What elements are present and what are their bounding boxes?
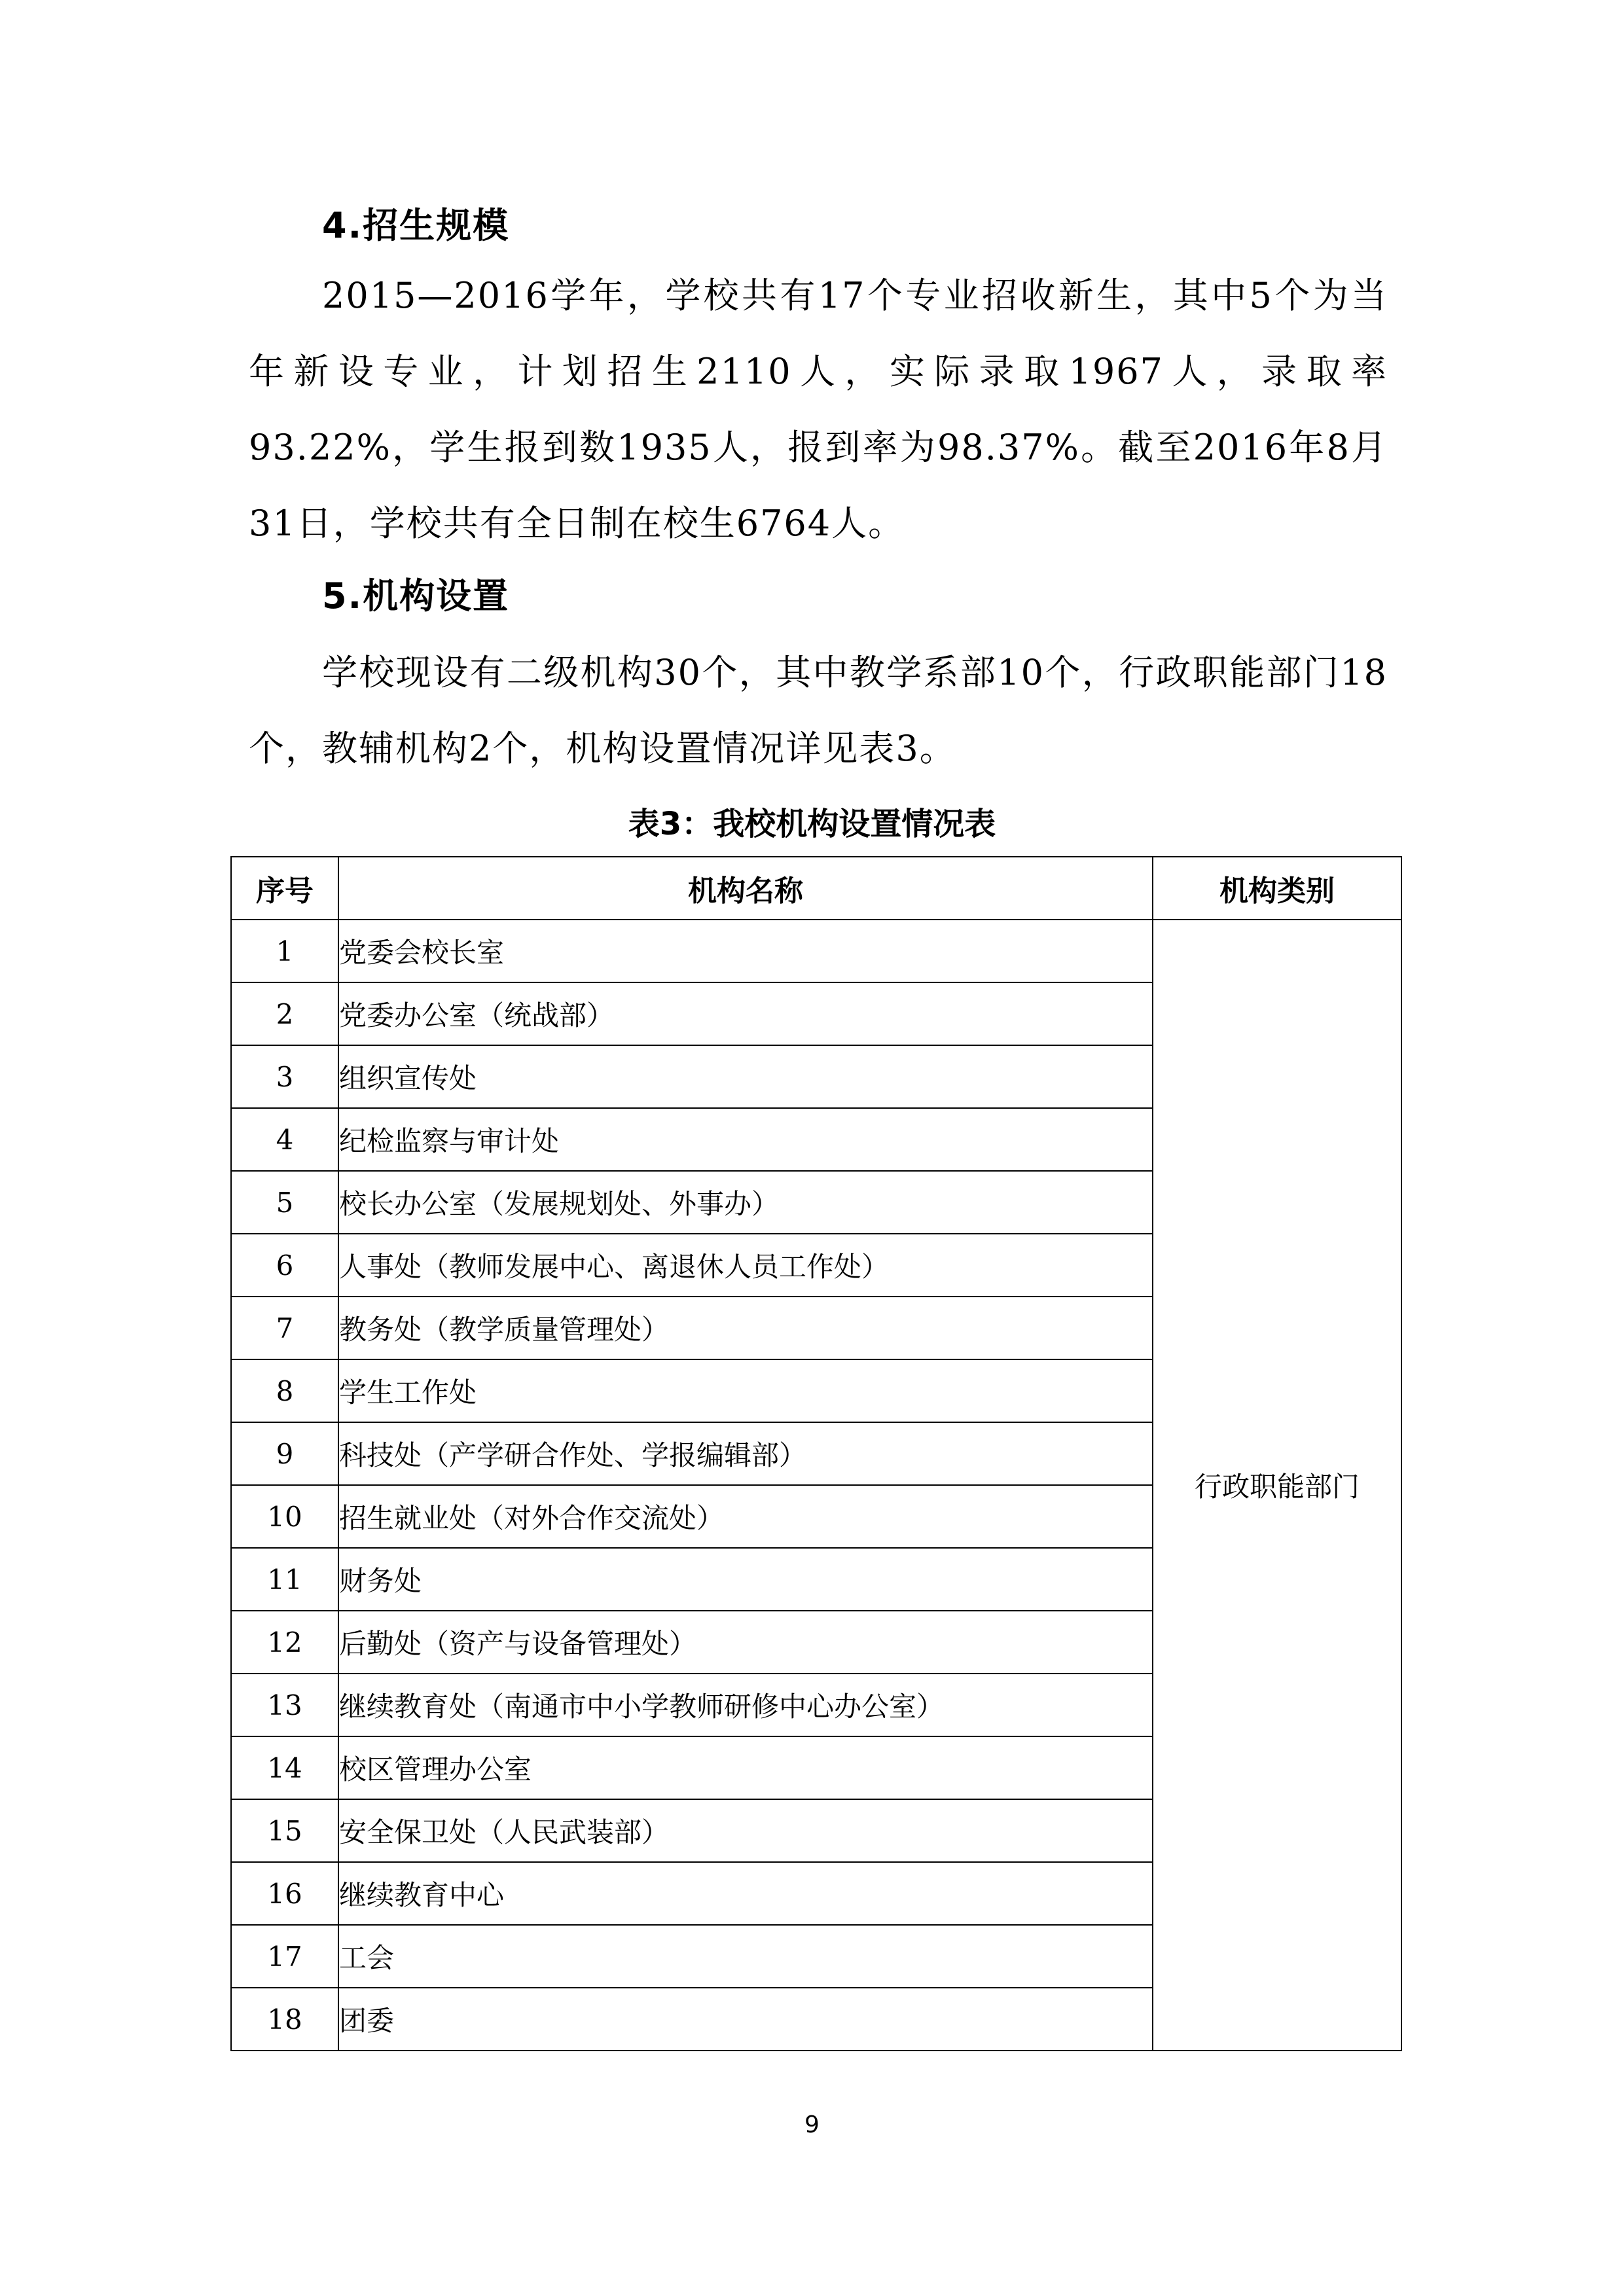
row-number: 6 (231, 1234, 338, 1297)
table-row (231, 920, 1401, 982)
row-org-name: 校区管理办公室 (338, 1736, 1153, 1799)
org-category: 行政职能部门 (1153, 920, 1401, 2051)
row-org-name: 工会 (338, 1925, 1153, 1988)
table-header-row (231, 857, 1401, 920)
section-heading-enrollment: 4.招生规模 (322, 205, 510, 246)
row-number: 9 (231, 1422, 338, 1485)
row-number: 3 (231, 1045, 338, 1108)
row-org-name: 纪检监察与审计处 (338, 1108, 1153, 1171)
row-org-name: 财务处 (338, 1548, 1153, 1611)
row-number: 10 (231, 1485, 338, 1548)
row-number: 7 (231, 1297, 338, 1359)
table-caption: 表3：我校机构设置情况表 (628, 806, 996, 842)
row-org-name: 招生就业处（对外合作交流处） (338, 1485, 1153, 1548)
section-heading-organization: 5.机构设置 (322, 575, 510, 617)
row-number: 18 (231, 1988, 338, 2051)
row-org-name: 学生工作处 (338, 1359, 1153, 1422)
row-number: 5 (231, 1171, 338, 1234)
row-org-name: 继续教育处（南通市中小学教师研修中心办公室） (338, 1674, 1153, 1736)
header-category: 机构类别 (1153, 857, 1401, 920)
organization-paragraph: 学校现设有二级机构30个，其中教学系部10个，行政职能部门18个，教辅机构2个，机构设置情况详见表3。 (249, 652, 1388, 769)
row-org-name: 党委会校长室 (338, 920, 1153, 982)
row-number: 2 (231, 982, 338, 1045)
row-org-name: 后勤处（资产与设备管理处） (338, 1611, 1153, 1674)
enrollment-paragraph: 2015—2016学年，学校共有17个专业招收新生，其中5个为当年新设专业，计划招生2110人，实际录取1967人，录取率93.22%，学生报到数1935人，报到率为98.37%。截至2016年8月31日，学校共有全日制在校生6764人。 (249, 275, 1388, 544)
header-num: 序号 (231, 857, 338, 920)
organization-table (230, 856, 1402, 2051)
row-org-name: 科技处（产学研合作处、学报编辑部） (338, 1422, 1153, 1485)
row-number: 15 (231, 1799, 338, 1862)
row-org-name: 校长办公室（发展规划处、外事办） (338, 1171, 1153, 1234)
row-number: 16 (231, 1862, 338, 1925)
row-number: 8 (231, 1359, 338, 1422)
row-number: 1 (231, 920, 338, 982)
row-org-name: 党委办公室（统战部） (338, 982, 1153, 1045)
row-number: 12 (231, 1611, 338, 1674)
row-org-name: 安全保卫处（人民武装部） (338, 1799, 1153, 1862)
row-number: 11 (231, 1548, 338, 1611)
row-number: 4 (231, 1108, 338, 1171)
row-org-name: 教务处（教学质量管理处） (338, 1297, 1153, 1359)
table-body (231, 920, 1401, 2051)
row-org-name: 团委 (338, 1988, 1153, 2051)
row-org-name: 人事处（教师发展中心、离退休人员工作处） (338, 1234, 1153, 1297)
row-number: 13 (231, 1674, 338, 1736)
header-name: 机构名称 (338, 857, 1153, 920)
page-number: 9 (804, 2111, 820, 2138)
row-org-name: 继续教育中心 (338, 1862, 1153, 1925)
row-number: 14 (231, 1736, 338, 1799)
row-number: 17 (231, 1925, 338, 1988)
row-org-name: 组织宣传处 (338, 1045, 1153, 1108)
